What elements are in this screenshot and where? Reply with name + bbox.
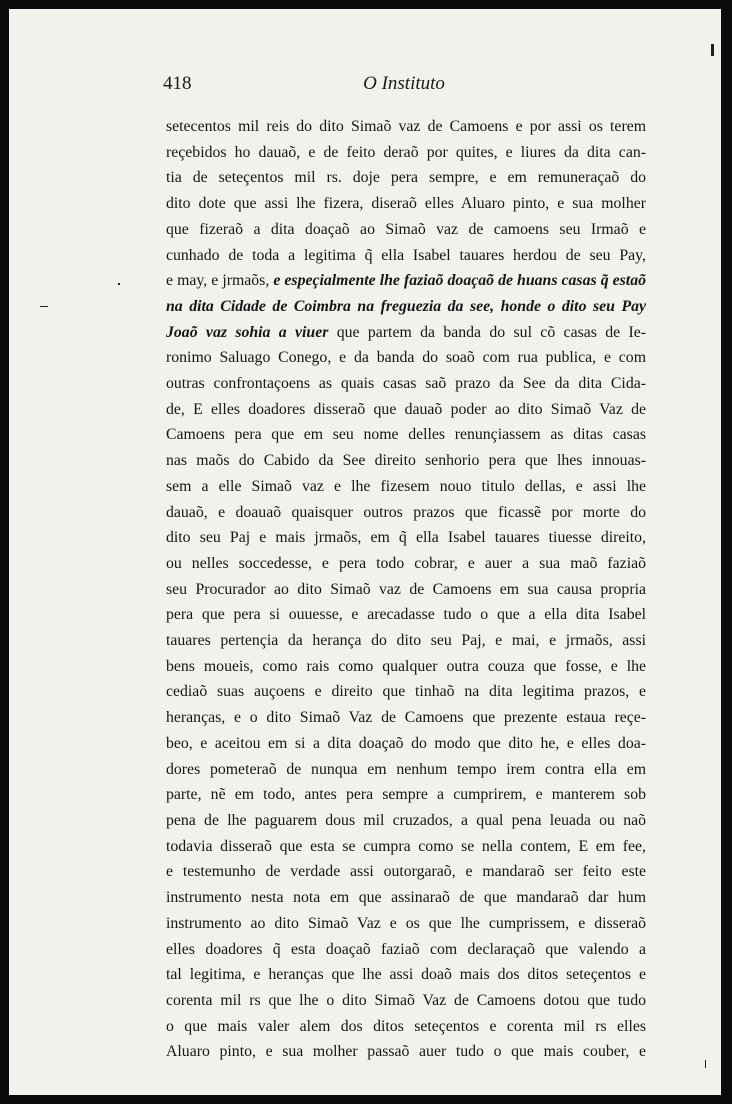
text-line [166, 757, 646, 783]
text-line [166, 911, 646, 937]
italic-text-run: Joaõ vaz sohia a viuer [166, 323, 329, 341]
text-line [166, 1039, 646, 1065]
text-run: tauares pertençia da herança do dito seu Paj, e mai, e jrmaõs, assi [166, 632, 646, 650]
text-line [166, 885, 646, 911]
text-line [166, 474, 646, 500]
text-run: instrumento ao dito Simaõ Vaz e os que lhe cumprissem, e disseraõ [166, 914, 646, 932]
text-line [166, 988, 646, 1014]
text-run: e may, e jrmaõs, [166, 272, 274, 290]
text-line [166, 140, 646, 166]
text-line [166, 679, 646, 705]
text-line [166, 165, 646, 191]
text-run: ou nelles soccedesse, e pera todo cobrar, e auer a sua maõ faziaõ [166, 554, 646, 572]
book-page [9, 9, 721, 1095]
text-run: Aluaro pinto, e sua molher passaõ auer tudo o que mais couber, e [166, 1043, 646, 1061]
text-run: pena de lhe paguarem dous mil cruzados, a qual pena leuada ou naõ [166, 811, 646, 829]
text-run: heranças, e o dito Simaõ Vaz de Camoens que prezente estaua reçe- [166, 709, 646, 727]
text-run: dito dote que assi lhe fizera, diseraõ elles Aluaro pinto, e sua molher [166, 195, 646, 213]
italic-text-run: na dita Cidade de Coimbra na freguezia da see, honde o dito seu Pay [166, 297, 646, 315]
text-run: que partem da banda do sul cõ casas de Ie- [328, 323, 647, 341]
text-line [166, 345, 646, 371]
text-run: pera que pera si ouuesse, e arecadasse tudo o que a ella dita Isabel [166, 606, 646, 624]
page-header [163, 73, 645, 97]
text-line [166, 808, 646, 834]
text-line [166, 320, 646, 346]
text-run: cediaõ suas auçoens e direito que tinhaõ na dita legitima prazos, e [166, 683, 646, 701]
text-line [166, 937, 646, 963]
text-run: sem a elle Simaõ vaz e lhe fizesem nouo titulo dellas, e assi lhe [166, 477, 646, 495]
text-line [166, 397, 646, 423]
text-run: elles doadores q̃ esta doaçaõ faziaõ com declaraçaõ que valendo a [166, 940, 646, 958]
text-line [166, 628, 646, 654]
page-number: 418 [163, 73, 192, 94]
text-run: dauaõ, e doauaõ quaisquer outros prazos que ficassẽ por morte do [166, 503, 646, 521]
scan-speck [118, 283, 120, 285]
text-run: reçebidos ho dauaõ, e de feito deraõ por quites, e liures da dita can- [166, 143, 646, 161]
text-run: de, E elles doadores disseraõ que dauaõ poder ao dito Simaõ Vaz de [166, 400, 646, 418]
text-line [166, 294, 646, 320]
text-run: ronimo Saluago Conego, e da banda do soaõ com rua publica, e com [166, 349, 646, 367]
text-run: dito seu Paj e mais jrmaõs, em q̃ ella Isabel tauares tiuesse direito, [166, 529, 646, 547]
text-line [166, 525, 646, 551]
text-run: que fizeraõ a dita doaçaõ ao Simaõ vaz de camoens seu Irmaõ e [166, 220, 646, 238]
text-run: dores pometeraõ de nunqua em nenhum tempo irem contra ella em [166, 760, 646, 778]
scan-speck [711, 44, 714, 56]
text-line [166, 191, 646, 217]
text-run: todavia disseraõ que esta se cumpra como se nella contem, E em fee, [166, 837, 646, 855]
text-run: nas maõs do Cabido da See direito senhorio pera que lhes innouas- [166, 452, 646, 470]
italic-text-run: e espeçialmente lhe faziaõ doaçaõ de huans casas q̃ estaõ [273, 272, 646, 290]
text-line [166, 782, 646, 808]
text-line [166, 243, 646, 269]
text-run: beo, e aceitou em si a dita doaçaõ do modo que dito he, e elles doa- [166, 734, 646, 752]
text-line [166, 834, 646, 860]
text-run: bens moueis, como rais como qualquer outra couza que fosse, e lhe [166, 657, 646, 675]
text-run: parte, nẽ em todo, antes pera sempre a cumprirem, e manterem sob [166, 786, 646, 804]
text-line [166, 268, 646, 294]
scan-speck [40, 306, 48, 307]
text-line [166, 859, 646, 885]
text-run: tal legitima, e heranças que lhe assi doaõ mais dos ditos seteçentos e [166, 966, 646, 984]
text-line [166, 731, 646, 757]
text-run: o que mais valer alem dos ditos seteçentos e corenta mil rs elles [166, 1017, 646, 1035]
text-line [166, 654, 646, 680]
text-line [166, 1014, 646, 1040]
text-run: e testemunho de verdade assi outorgaraõ, e mandaraõ ser feito este [166, 863, 646, 881]
text-run: do dito Simaõ vaz de Camoens e por assi os terem [289, 118, 647, 135]
text-line [166, 602, 646, 628]
text-run: seu Procurador ao dito Simaõ vaz de Camoens em sua causa propria [166, 580, 646, 598]
text-line [166, 114, 646, 140]
text-line [166, 551, 646, 577]
text-run: tia de seteçentos mil rs. doje pera sempre, e em remuneraçaõ do [166, 169, 646, 187]
text-line [166, 705, 646, 731]
text-run: cunhado de toda a legitima q̃ ella Isabel tauares herdou de seu Pay, [166, 246, 646, 264]
text-line [166, 217, 646, 243]
text-run: outras confrontaçoens as quais casas saõ prazo da See da dita Cida- [166, 375, 646, 393]
text-run: instrumento nesta nota em que assinaraõ de que mandaraõ dar hum [166, 889, 646, 907]
text-line [166, 448, 646, 474]
text-line [166, 577, 646, 603]
running-title: O Instituto [363, 73, 445, 94]
text-run: corenta mil rs que lhe o dito Simaõ Vaz de Camoens dotou que tudo [166, 991, 646, 1009]
text-run: Camoens pera que em seu nome delles renunçiassem as ditas casas [166, 426, 646, 444]
text-line [166, 500, 646, 526]
scan-speck [705, 1060, 706, 1068]
text-run: setecentos mil [166, 118, 267, 135]
text-line [166, 371, 646, 397]
body-text [166, 114, 646, 1065]
text-line [166, 962, 646, 988]
text-line [166, 422, 646, 448]
text-run: reis [266, 118, 290, 135]
